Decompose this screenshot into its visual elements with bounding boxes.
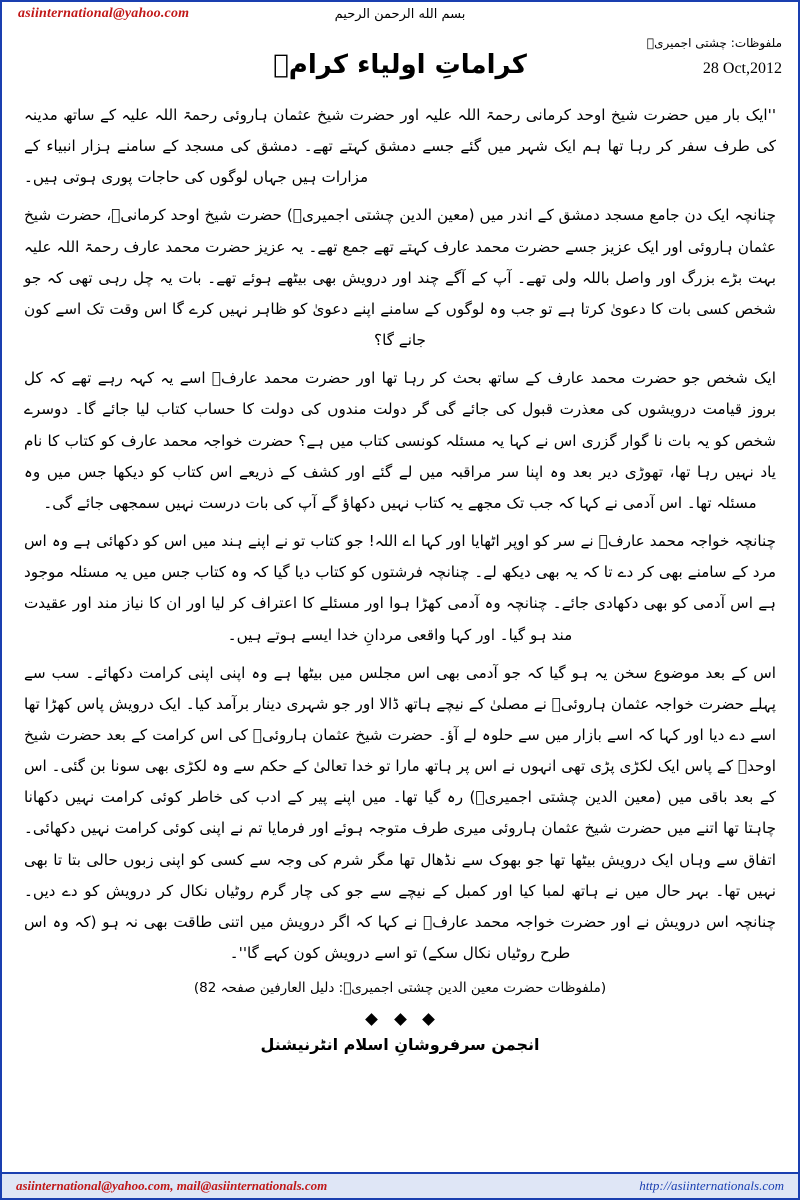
paragraph-1: ''ایک بار میں حضرت شیخ اوحد کرمانی رحمۃ اللہ علیہ اور حضرت شیخ عثمان ہاروئی رحمۃ اللہ علیہ کے ساتھ مدینہ کی طرف سفر کر رہا تھا ہم ایک شہر میں گئے جسے دمشق کہتے تھے۔ دمشق کی مسجد کے سامنے ہزار انبیاء کے مزارات ہیں جہاں لوگوں کی حاجات پوری ہوتی ہیں۔ [24,106,776,187]
diamond-icon [394,1013,407,1026]
paragraph-5: اس کے بعد موضوع سخن یہ ہو گیا کہ جو آدمی بھی اس مجلس میں بیٹھا ہے وہ اپنی اپنی کرامت دکھائے۔ سب سے پہلے حضرت خواجہ عثمان ہاروئیؒ نے مصلیٰ کے نیچے ہاتھ ڈالا اور جو شہری دینار برآمد کیا۔ ایک درویش پاس کھڑا تھا اسے دے دیا اور کہا کہ اسے بازار میں سے حلوہ لے آؤ۔ حضرت شیخ عثمان ہاروئیؒ کی اس کرامت کے بعد حضرت شیخ اوحدؒ کے پاس ایک لکڑی پڑی تھی انہوں نے اس پر ہاتھ مارا تو خدا تعالیٰ کے حکم سے وہ لکڑی بھی سونا بن گئی۔ اس کے بعد باقی میں (معین الدین چشتی اجمیریؒ) رہ گیا تھا۔ میں اپنے پیر کے ادب کی خاطر کوئی کرامت نہیں دکھانا چاہتا تھا اتنے میں حضرت شیخ عثمان ہاروئی میری طرف متوجہ ہوئے اور فرمایا تم نے اپنی کوئی کرامت نہیں دکھائی۔ اتفاق سے وہاں ایک درویش بیٹھا تھا جو بھوک سے نڈھال تھا مگر شرم کی وجہ سے کسی کو اپنی زبوں حالی بتا تا بھی نہیں تھا۔ بہر حال میں نے ہاتھ لمبا کیا اور کمبل کے نیچے سے جو کی چار گرم روٹیاں نکال کر درویش کو دے دیں۔ چنانچہ اس درویش نے اور حضرت خواجہ محمد عارفؒ نے کہا کہ اگر درویش میں اتنی طاقت بھی نہ ہو (کہ وہ اس طرح روٹیاں نکال سکے) تو اسے درویش کون کہے گا''۔ [24,663,776,963]
header-date: 28 Oct,2012 [702,60,782,77]
diamond-ornament [2,1011,798,1027]
footer-bar [2,1172,798,1198]
footer-email[interactable]: asiinternational@yahoo.com, mail@asiinternationals.com [16,1178,328,1193]
bismillah-text: بسم الله الرحمن الرحيم [334,7,466,22]
paragraph-4: چنانچہ خواجہ محمد عارفؒ نے سر کو اوپر اٹھایا اور کہا اے اللہ! جو کتاب تو نے اپنے ہند میں اس کو دکھائی ہے وہ اس مرد کے سامنے بھی کر دے تا کہ یہ بھی دیکھ لے۔ چنانچہ فرشتوں کو کتاب دیا گیا کہ وہ کتاب جس میں یہ مسئلہ موجود ہے اس آدمی کو بھی دکھادی جائے۔ چنانچہ وہ آدمی کھڑا ہوا اور مسئلے کا اعتراف کر لیا اور ان کا نیاز مند اور عقیدت مند ہو گیا۔ اور کہا واقعی مردانِ خدا ایسے ہوتے ہیں۔ [24,532,776,644]
paragraph-3: ایک شخص جو حضرت محمد عارف کے ساتھ بحث کر رہا تھا اور حضرت محمد عارفؒ اسے یہ کہہ رہے تھے کہ کل بروز قیامت درویشوں کی معذرت قبول کی جائے گی گر دولت مندوں کی دولت کا حساب کتاب لیا جائے گا۔ دوسرے شخص کو یہ بات نا گوار گزری اس نے کہا یہ مسئلہ کونسی کتاب میں ہے؟ حضرت خواجہ محمد عارف کو کتاب کا نام یاد نہیں رہا تھا، تھوڑی دیر بعد وہ اپنا سر مراقبہ میں لے گئے اور کشف کے ذریعے اس کتاب کو دیکھا جس میں وہ مسئلہ تھا۔ اس آدمی نے کہا کہ جب تک مجھے یہ کتاب نہیں دکھاؤ گے آپ کی بات درست نہیں سمجھی جائے گی۔ [24,369,776,512]
diamond-icon [366,1013,379,1026]
footer-website-link[interactable]: http://asiinternationals.com [639,1178,784,1193]
page-title: کراماتِ اولیاء کرامؒ [273,50,527,80]
header-email: asiinternational@yahoo.com [18,6,190,21]
organization-name: انجمن سرفروشانِ اسلام انٹرنیشنل [260,1034,540,1054]
citation-text: (ملفوظات حضرت معین الدین چشتی اجمیریؒ: دلیل العارفین صفحہ 82) [193,980,607,997]
diamond-icon [422,1013,435,1026]
document-body [2,98,798,1001]
document-header [2,2,798,98]
paragraph-2: چنانچہ ایک دن جامع مسجد دمشق کے اندر میں (معین الدین چشتی اجمیریؒ) حضرت شیخ اوحد کرمانیؒ، حضرت شیخ عثمان ہاروئی اور ایک عزیز جسے حضرت محمد عارف کہتے تھے جمع تھے۔ یہ عزیز حضرت محمد عارف رحمۃ اللہ علیہ بہت بڑے بزرگ اور واصل باللہ ولی تھے۔ آپ کے آگے چند اور درویش بھی بیٹھے ہوئے تھے۔ بات یہ چل رہی تھی کہ جو شخص کسی بات کا دعویٰ کرتا ہے تو جب وہ لوگوں کے سامنے اپنے دعویٰ کو ظاہر نہیں کرے گا اس وقت تک اسے کون جانے گا؟ [24,206,776,350]
header-source-label: ملفوظات: چشتی اجمیریؒ [646,36,782,50]
